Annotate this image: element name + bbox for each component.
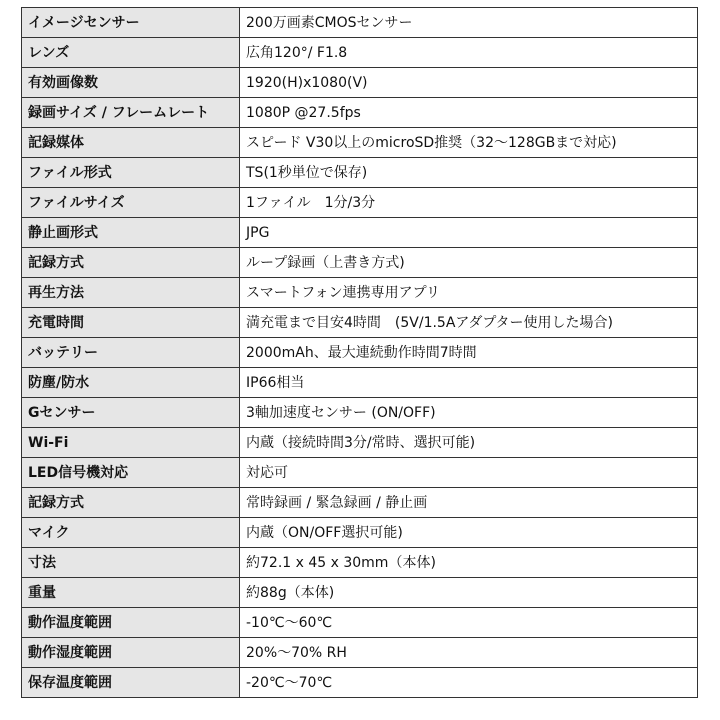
spec-row bbox=[22, 8, 698, 38]
spec-label: 有効画像数 bbox=[22, 68, 240, 98]
spec-row bbox=[22, 338, 698, 368]
spec-value: JPG bbox=[240, 218, 698, 248]
spec-value: スピード V30以上のmicroSD推奨（32～128GBまで対応) bbox=[240, 128, 698, 158]
spec-row bbox=[22, 398, 698, 428]
spec-value: -20℃～70℃ bbox=[240, 668, 698, 698]
spec-label: 充電時間 bbox=[22, 308, 240, 338]
spec-value: 1920(H)x1080(V) bbox=[240, 68, 698, 98]
spec-row bbox=[22, 668, 698, 698]
spec-row bbox=[22, 428, 698, 458]
spec-value: IP66相当 bbox=[240, 368, 698, 398]
spec-value: -10℃～60℃ bbox=[240, 608, 698, 638]
spec-label: Wi-Fi bbox=[22, 428, 240, 458]
spec-row bbox=[22, 278, 698, 308]
spec-row bbox=[22, 68, 698, 98]
spec-row bbox=[22, 248, 698, 278]
spec-value: 約88g（本体) bbox=[240, 578, 698, 608]
spec-label: マイク bbox=[22, 518, 240, 548]
spec-value: ループ録画（上書き方式) bbox=[240, 248, 698, 278]
spec-value: 200万画素CMOSセンサー bbox=[240, 8, 698, 38]
spec-value: 内蔵（接続時間3分/常時、選択可能) bbox=[240, 428, 698, 458]
spec-label: 静止画形式 bbox=[22, 218, 240, 248]
spec-row bbox=[22, 218, 698, 248]
spec-value: 常時録画 / 緊急録画 / 静止画 bbox=[240, 488, 698, 518]
spec-value: 約72.1 x 45 x 30mm（本体) bbox=[240, 548, 698, 578]
spec-row bbox=[22, 128, 698, 158]
spec-row bbox=[22, 308, 698, 338]
spec-table bbox=[21, 7, 698, 698]
spec-label: 重量 bbox=[22, 578, 240, 608]
spec-value: 1ファイル 1分/3分 bbox=[240, 188, 698, 218]
spec-label: バッテリー bbox=[22, 338, 240, 368]
spec-label: 動作温度範囲 bbox=[22, 608, 240, 638]
spec-row bbox=[22, 638, 698, 668]
spec-row bbox=[22, 188, 698, 218]
spec-value: 広角120°/ F1.8 bbox=[240, 38, 698, 68]
spec-value: 3軸加速度センサー (ON/OFF) bbox=[240, 398, 698, 428]
spec-value: 内蔵（ON/OFF選択可能) bbox=[240, 518, 698, 548]
spec-row bbox=[22, 458, 698, 488]
spec-label: 防塵/防水 bbox=[22, 368, 240, 398]
spec-label: 再生方法 bbox=[22, 278, 240, 308]
spec-label: イメージセンサー bbox=[22, 8, 240, 38]
spec-row bbox=[22, 518, 698, 548]
spec-label: 保存温度範囲 bbox=[22, 668, 240, 698]
spec-row bbox=[22, 38, 698, 68]
spec-label: 記録方式 bbox=[22, 248, 240, 278]
spec-label: 録画サイズ / フレームレート bbox=[22, 98, 240, 128]
spec-value: 対応可 bbox=[240, 458, 698, 488]
spec-value: TS(1秒単位で保存) bbox=[240, 158, 698, 188]
spec-row bbox=[22, 98, 698, 128]
spec-table-body bbox=[22, 8, 698, 698]
spec-label: レンズ bbox=[22, 38, 240, 68]
spec-label: 動作湿度範囲 bbox=[22, 638, 240, 668]
spec-label: 寸法 bbox=[22, 548, 240, 578]
spec-label: ファイルサイズ bbox=[22, 188, 240, 218]
spec-value: 満充電まで目安4時間 (5V/1.5Aアダプター使用した場合) bbox=[240, 308, 698, 338]
spec-label: Gセンサー bbox=[22, 398, 240, 428]
spec-label: 記録方式 bbox=[22, 488, 240, 518]
spec-row bbox=[22, 368, 698, 398]
spec-value: 20%～70% RH bbox=[240, 638, 698, 668]
spec-row bbox=[22, 578, 698, 608]
spec-value: 2000mAh、最大連続動作時間7時間 bbox=[240, 338, 698, 368]
spec-label: ファイル形式 bbox=[22, 158, 240, 188]
spec-row bbox=[22, 608, 698, 638]
spec-row bbox=[22, 548, 698, 578]
spec-row bbox=[22, 488, 698, 518]
spec-value: スマートフォン連携専用アプリ bbox=[240, 278, 698, 308]
spec-row bbox=[22, 158, 698, 188]
spec-value: 1080P @27.5fps bbox=[240, 98, 698, 128]
spec-label: LED信号機対応 bbox=[22, 458, 240, 488]
spec-label: 記録媒体 bbox=[22, 128, 240, 158]
